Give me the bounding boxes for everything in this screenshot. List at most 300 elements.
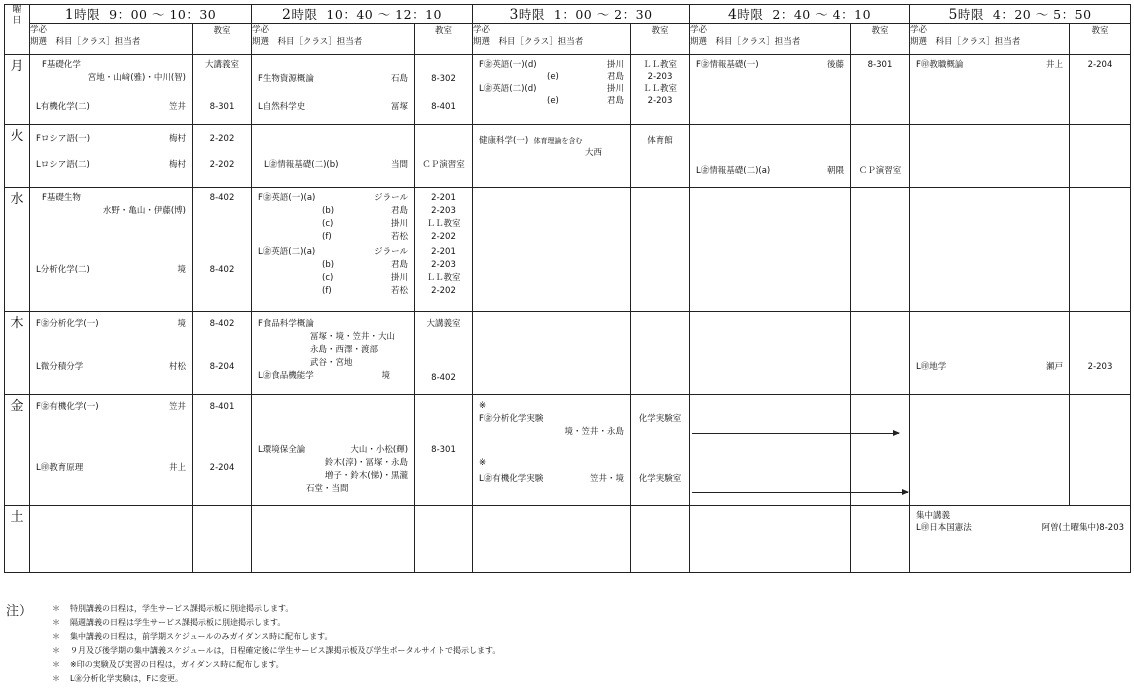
note-bullet: ＊ bbox=[52, 632, 60, 641]
row-tuesday bbox=[5, 125, 1131, 188]
course-line bbox=[258, 357, 408, 369]
mon-p2-room bbox=[415, 55, 473, 125]
period-num: 4 bbox=[727, 7, 738, 23]
room: 8-402 bbox=[209, 319, 235, 329]
course-line bbox=[479, 413, 624, 425]
teacher: 笠井・境 bbox=[590, 474, 625, 484]
course-name: L㊎英語(二)(d) bbox=[479, 84, 537, 94]
mon-p1-room bbox=[193, 55, 252, 125]
course-line bbox=[36, 205, 186, 217]
course-line bbox=[258, 192, 408, 204]
course-name: L㊎情報基礎(二)(b) bbox=[264, 160, 339, 170]
sat-p4-room bbox=[851, 506, 910, 573]
course-line bbox=[258, 444, 408, 456]
course-note: 体育理論を含む bbox=[533, 137, 583, 145]
period-4-header bbox=[690, 5, 910, 24]
room: 8-301 bbox=[867, 60, 893, 70]
room: 2-203 bbox=[647, 72, 673, 82]
room: 2-201 bbox=[431, 247, 456, 257]
period-5-header bbox=[910, 5, 1131, 24]
course-line bbox=[36, 462, 186, 474]
subheader-line2: 期選 科目［クラス］担当者 bbox=[910, 37, 1021, 47]
course-line bbox=[916, 59, 1063, 71]
course-line bbox=[258, 205, 408, 217]
subheader-room: 教室 bbox=[851, 24, 910, 55]
tue-p1-cell bbox=[30, 125, 193, 188]
teacher: 境・笠井・永島 bbox=[564, 427, 625, 437]
course-line bbox=[258, 457, 408, 469]
course-name: F基礎生物 bbox=[42, 193, 81, 203]
teacher: 君島 bbox=[607, 72, 625, 82]
mon-p3-cell bbox=[473, 55, 631, 125]
class-label: (e) bbox=[547, 96, 559, 106]
thu-p4-cell bbox=[690, 312, 851, 395]
course-line bbox=[479, 473, 624, 485]
course-line bbox=[479, 457, 624, 469]
wed-p3-cell bbox=[473, 188, 631, 312]
course-name: F㊎英語(一)(d) bbox=[479, 60, 537, 70]
teacher: 笠井 bbox=[168, 402, 186, 412]
fri-p5-cell bbox=[910, 395, 1070, 506]
course-line bbox=[258, 231, 408, 243]
wed-p5-cell bbox=[910, 188, 1070, 312]
room: 大講義室 bbox=[205, 60, 240, 70]
course-line bbox=[258, 483, 408, 495]
class-label: (f) bbox=[322, 232, 332, 242]
teacher: 掛川 bbox=[391, 219, 409, 229]
course-line bbox=[696, 165, 844, 177]
sat-p1-cell bbox=[30, 506, 193, 573]
room: 2-203 bbox=[431, 206, 456, 216]
teacher: ジラール bbox=[374, 247, 409, 257]
teacher: 境 bbox=[177, 265, 186, 275]
period-label: 時限 bbox=[957, 7, 984, 22]
room: 2-202 bbox=[209, 134, 235, 144]
class-label: (e) bbox=[547, 72, 559, 82]
class-label: (c) bbox=[322, 219, 334, 229]
teacher: 境 bbox=[177, 319, 186, 329]
note-bullet: ＊ bbox=[52, 674, 60, 683]
teacher: 増子・鈴木(悌)・黒瀧 bbox=[324, 471, 409, 481]
mon-p2-cell bbox=[252, 55, 415, 125]
mon-p4-cell bbox=[690, 55, 851, 125]
teacher: 若松 bbox=[391, 286, 409, 296]
mon-p5-cell bbox=[910, 55, 1070, 125]
day-friday: 金 bbox=[5, 395, 30, 506]
period-3-header bbox=[473, 5, 690, 24]
room: ＬＬ教室 bbox=[426, 219, 461, 229]
row-monday bbox=[5, 55, 1131, 125]
thu-p5-room bbox=[1070, 312, 1131, 395]
period-label: 時限 bbox=[291, 7, 318, 22]
room: 2-203 bbox=[1087, 362, 1113, 372]
wed-p4-cell bbox=[690, 188, 851, 312]
course-name: L有機化学(二) bbox=[36, 102, 90, 112]
course-line bbox=[36, 361, 186, 373]
teacher: 武谷・宮地 bbox=[310, 358, 353, 368]
room: 8-402 bbox=[209, 265, 235, 275]
thu-p2-room bbox=[415, 312, 473, 395]
teacher: 若松 bbox=[391, 232, 409, 242]
tue-p2-room bbox=[415, 125, 473, 188]
sat-p5-cell bbox=[910, 506, 1131, 573]
room: 8-401 bbox=[209, 402, 235, 412]
course-name bbox=[479, 135, 583, 147]
sat-p4-cell bbox=[690, 506, 851, 573]
mon-p3-room bbox=[631, 55, 690, 125]
teacher: 梅村 bbox=[168, 134, 186, 144]
course-line bbox=[258, 344, 408, 356]
course-line bbox=[479, 83, 624, 95]
course-line bbox=[479, 426, 624, 438]
tue-p3-cell bbox=[473, 125, 631, 188]
course-line bbox=[36, 72, 186, 84]
period-label: 時限 bbox=[737, 7, 764, 22]
course-name: 集中講義 bbox=[916, 511, 951, 521]
note-text: 集中講義の日程は，前学期スケジュールのみガイダンス時に配布します。 bbox=[70, 632, 333, 641]
tue-p4-room bbox=[851, 125, 910, 188]
subheader-line2: 期選 科目［クラス］担当者 bbox=[690, 37, 801, 47]
course-name: L分析化学(二) bbox=[36, 265, 90, 275]
period-2-header bbox=[252, 5, 473, 24]
room: 8-401 bbox=[431, 102, 456, 112]
note-text: 特別講義の日程は，学生サービス課掲示板に別途掲示します。 bbox=[70, 604, 294, 613]
teacher: 笠井 bbox=[168, 102, 186, 112]
course-name: L環境保全論 bbox=[258, 445, 306, 455]
teacher: 大西 bbox=[585, 148, 603, 158]
teacher: 村松 bbox=[168, 362, 186, 372]
fri-p4-room bbox=[851, 395, 910, 506]
class-label: (c) bbox=[322, 273, 334, 283]
right-arrow-icon bbox=[692, 433, 899, 434]
course-line bbox=[479, 147, 624, 159]
fri-p2-cell bbox=[252, 395, 415, 506]
subheader-line2: 期選 科目［クラス］担当者 bbox=[473, 37, 584, 47]
course-line bbox=[258, 246, 408, 258]
room: 2-204 bbox=[209, 463, 235, 473]
course-name: L㊞教育原理 bbox=[36, 463, 84, 473]
subheader-line2: 期選 科目［クラス］担当者 bbox=[30, 37, 141, 47]
room: 2-203 bbox=[431, 260, 456, 270]
teacher: 当間 bbox=[391, 160, 409, 170]
course-line bbox=[258, 272, 408, 284]
course-name: Fロシア語(一) bbox=[36, 134, 91, 144]
course-name: F食品科学概論 bbox=[258, 319, 314, 329]
thu-p1-room bbox=[193, 312, 252, 395]
teacher: 梅村 bbox=[168, 160, 186, 170]
subheader-line1: 学必 bbox=[473, 25, 491, 35]
room: 2-203 bbox=[647, 96, 673, 106]
period-1-header bbox=[30, 5, 252, 24]
course-name: F㊎英語(一)(a) bbox=[258, 193, 316, 203]
teacher: 大山・小松(輝) bbox=[350, 445, 409, 455]
period-num: 5 bbox=[948, 7, 958, 23]
note-text: ※印の実験及び実習の日程は，ガイダンス時に配布します。 bbox=[70, 660, 284, 669]
thu-p2-cell bbox=[252, 312, 415, 395]
period-label: 時限 bbox=[74, 7, 101, 22]
room: 化学実験室 bbox=[638, 474, 682, 484]
course-name: F生物資源概論 bbox=[258, 74, 314, 84]
period-time: 9：00 ～ 10：30 bbox=[109, 7, 217, 22]
teacher: 瀬戸 bbox=[1046, 362, 1064, 372]
teacher: 井上 bbox=[168, 463, 186, 473]
fri-p3-room bbox=[631, 395, 690, 506]
course-line bbox=[258, 370, 408, 382]
room: 8-402 bbox=[431, 373, 456, 383]
note-text: ９月及び後学期の集中講義スケジュールは，日程確定後に学生サービス課掲示板及び学生ポータルサイトで掲示します。 bbox=[70, 646, 501, 655]
wed-p1-room bbox=[193, 188, 252, 312]
course-line bbox=[258, 159, 408, 171]
teacher: 掛川 bbox=[607, 84, 625, 94]
course-line bbox=[258, 331, 408, 343]
course-line bbox=[258, 218, 408, 230]
teacher: 鈴木(淳)・冨塚・永島 bbox=[324, 458, 409, 468]
notes-label: 注） bbox=[6, 604, 33, 619]
class-label: (b) bbox=[322, 206, 335, 216]
subheader-subject bbox=[252, 24, 415, 55]
course-line bbox=[479, 135, 624, 147]
corner-line1: 曜 bbox=[12, 5, 22, 15]
course-line bbox=[916, 522, 1124, 534]
subheader-line1: 学必 bbox=[690, 25, 708, 35]
course-line bbox=[479, 400, 624, 412]
fri-p3-cell bbox=[473, 395, 631, 506]
teacher: 永島・西澤・渡部 bbox=[310, 345, 379, 355]
course-title: 健康科学(一) bbox=[479, 136, 529, 146]
tue-p5-cell bbox=[910, 125, 1070, 188]
day-tuesday: 火 bbox=[5, 125, 30, 188]
mon-p4-room bbox=[851, 55, 910, 125]
fri-p1-cell bbox=[30, 395, 193, 506]
sub-header-row bbox=[5, 24, 1131, 55]
period-time: 2：40 ～ 4：10 bbox=[772, 7, 872, 22]
course-name: F㊎分析化学(一) bbox=[36, 319, 99, 329]
room: 8-301 bbox=[209, 102, 235, 112]
course-line bbox=[258, 285, 408, 297]
course-line bbox=[36, 101, 186, 113]
subheader-line1: 学必 bbox=[910, 25, 928, 35]
period-header-row bbox=[5, 5, 1131, 24]
period-num: 2 bbox=[282, 7, 292, 23]
wed-p4-room bbox=[851, 188, 910, 312]
teacher: 宮地・山﨑(雅)・中川(智) bbox=[87, 73, 186, 83]
tue-p5-room bbox=[1070, 125, 1131, 188]
subheader-subject bbox=[910, 24, 1070, 55]
course-line bbox=[916, 510, 1124, 522]
course-name: F㊞教職概論 bbox=[916, 60, 964, 70]
thu-p1-cell bbox=[30, 312, 193, 395]
teacher: 朝隈 bbox=[827, 166, 845, 176]
fri-p5-room bbox=[1070, 395, 1131, 506]
note-item bbox=[52, 658, 284, 672]
thu-p5-cell bbox=[910, 312, 1070, 395]
room: ＬＬ教室 bbox=[643, 84, 678, 94]
course-line bbox=[479, 71, 624, 83]
right-arrow-icon bbox=[692, 492, 908, 493]
teacher: 君島 bbox=[391, 260, 409, 270]
mon-p5-room bbox=[1070, 55, 1131, 125]
course-name: L㊎情報基礎(二)(a) bbox=[696, 166, 771, 176]
teacher: 石堂・当間 bbox=[306, 484, 349, 494]
room: 化学実験室 bbox=[638, 414, 682, 424]
subheader-room: 教室 bbox=[631, 24, 690, 55]
teacher: 境 bbox=[381, 371, 391, 381]
teacher: 君島 bbox=[607, 96, 625, 106]
day-thursday: 木 bbox=[5, 312, 30, 395]
course-line bbox=[36, 133, 186, 145]
thu-p4-room bbox=[851, 312, 910, 395]
room: ＣＰ演習室 bbox=[858, 166, 902, 176]
course-line bbox=[258, 318, 408, 330]
day-monday: 月 bbox=[5, 55, 30, 125]
asterisk-mark: ※ bbox=[479, 458, 487, 468]
wed-p3-room bbox=[631, 188, 690, 312]
room: 2-202 bbox=[431, 232, 456, 242]
corner-cell bbox=[5, 5, 30, 55]
room: 2-201 bbox=[431, 193, 456, 203]
course-line bbox=[479, 59, 624, 71]
tue-p1-room bbox=[193, 125, 252, 188]
sat-p2-cell bbox=[252, 506, 415, 573]
day-wednesday: 水 bbox=[5, 188, 30, 312]
thu-p3-cell bbox=[473, 312, 631, 395]
subheader-line2: 期選 科目［クラス］担当者 bbox=[252, 37, 363, 47]
course-line bbox=[36, 192, 186, 204]
period-num: 1 bbox=[64, 7, 75, 23]
fri-p1-room bbox=[193, 395, 252, 506]
course-line bbox=[36, 264, 186, 276]
tue-p4-cell bbox=[690, 125, 851, 188]
room: 2-204 bbox=[1087, 60, 1113, 70]
fri-p2-room bbox=[415, 395, 473, 506]
period-time: 1：00 ～ 2：30 bbox=[553, 7, 653, 22]
teacher: ジラール bbox=[374, 193, 409, 203]
teacher: 掛川 bbox=[391, 273, 409, 283]
subheader-line1: 学必 bbox=[252, 25, 270, 35]
note-item bbox=[52, 672, 183, 686]
room: ＬＬ教室 bbox=[426, 273, 461, 283]
sat-p3-cell bbox=[473, 506, 631, 573]
teacher: 井上 bbox=[1046, 60, 1064, 70]
subheader-line1: 学必 bbox=[30, 25, 48, 35]
course-line bbox=[258, 259, 408, 271]
teacher: 後藤 bbox=[827, 60, 845, 70]
teacher: 石島 bbox=[391, 74, 409, 84]
row-saturday bbox=[5, 506, 1131, 573]
course-line bbox=[258, 73, 408, 85]
teacher: 水野・亀山・伊藤(博) bbox=[102, 206, 186, 216]
teacher: 君島 bbox=[391, 206, 409, 216]
sat-p1-room bbox=[193, 506, 252, 573]
teacher: 冨塚 bbox=[391, 102, 409, 112]
fri-p4-cell bbox=[690, 395, 851, 506]
thu-p3-room bbox=[631, 312, 690, 395]
timetable bbox=[4, 4, 1131, 573]
room: 8-301 bbox=[431, 445, 456, 455]
subheader-room: 教室 bbox=[193, 24, 252, 55]
room: 大講義室 bbox=[426, 319, 461, 329]
period-label: 時限 bbox=[518, 7, 545, 22]
subheader-room: 教室 bbox=[415, 24, 473, 55]
note-item bbox=[52, 644, 500, 658]
tue-p2-cell bbox=[252, 125, 415, 188]
period-time: 10：40 ～ 12：10 bbox=[326, 7, 442, 22]
class-label: (f) bbox=[322, 286, 332, 296]
course-name: Lロシア語(二) bbox=[36, 160, 90, 170]
subheader-subject bbox=[473, 24, 631, 55]
course-name: F基礎化学 bbox=[42, 60, 81, 70]
class-label: (b) bbox=[322, 260, 335, 270]
course-line bbox=[36, 401, 186, 413]
course-name: L自然科学史 bbox=[258, 102, 306, 112]
course-name: F㊎情報基礎(一) bbox=[696, 60, 759, 70]
room: ＣＰ演習室 bbox=[422, 160, 465, 170]
course-name: F㊎分析化学実験 bbox=[479, 414, 544, 424]
note-bullet: ＊ bbox=[52, 604, 60, 613]
course-line bbox=[696, 59, 844, 71]
note-bullet: ＊ bbox=[52, 646, 60, 655]
room: 2-202 bbox=[431, 286, 456, 296]
teacher: 冨塚・境・笠井・大山 bbox=[310, 332, 396, 342]
course-name: L微分積分学 bbox=[36, 362, 84, 372]
teacher: 掛川 bbox=[607, 60, 625, 70]
period-num: 3 bbox=[509, 7, 519, 23]
row-friday bbox=[5, 395, 1131, 506]
wed-p2-room bbox=[415, 188, 473, 312]
room: 8-204 bbox=[209, 362, 235, 372]
note-text: L㊎分析化学実験は，Fに変更。 bbox=[70, 674, 184, 683]
course-name: L㊞日本国憲法 bbox=[916, 523, 972, 533]
room: 2-202 bbox=[209, 160, 235, 170]
note-text: 隔週講義の日程は学生サービス課掲示板に別途掲示します。 bbox=[70, 618, 286, 627]
note-item bbox=[52, 616, 285, 630]
subheader-subject bbox=[30, 24, 193, 55]
room: ＬＬ教室 bbox=[643, 60, 678, 70]
note-bullet: ＊ bbox=[52, 660, 60, 669]
mon-p1-cell bbox=[30, 55, 193, 125]
course-line bbox=[258, 470, 408, 482]
room: 8-302 bbox=[431, 74, 456, 84]
course-name: L㊎英語(二)(a) bbox=[258, 247, 316, 257]
subheader-room: 教室 bbox=[1070, 24, 1131, 55]
course-name: F㊎有機化学(一) bbox=[36, 402, 99, 412]
course-line bbox=[479, 95, 624, 107]
sat-p2-room bbox=[415, 506, 473, 573]
row-wednesday bbox=[5, 188, 1131, 312]
course-line bbox=[258, 101, 408, 113]
tue-p3-room bbox=[631, 125, 690, 188]
asterisk-mark: ※ bbox=[479, 401, 487, 411]
course-name: L㊞地学 bbox=[916, 362, 947, 372]
period-time: 4：20 ～ 5：50 bbox=[992, 7, 1092, 22]
subheader-subject bbox=[690, 24, 851, 55]
wed-p2-cell bbox=[252, 188, 415, 312]
room: 体育館 bbox=[647, 136, 673, 146]
course-line bbox=[36, 59, 186, 71]
course-line bbox=[916, 361, 1063, 373]
note-item bbox=[52, 630, 332, 644]
row-thursday bbox=[5, 312, 1131, 395]
corner-line2: 日 bbox=[12, 16, 22, 26]
note-item bbox=[52, 602, 293, 616]
course-line bbox=[36, 318, 186, 330]
wed-p1-cell bbox=[30, 188, 193, 312]
sat-p3-room bbox=[631, 506, 690, 573]
teacher: 阿曽(土曜集中)8-203 bbox=[1041, 523, 1125, 533]
room: 8-402 bbox=[209, 193, 235, 203]
note-bullet: ＊ bbox=[52, 618, 60, 627]
day-saturday: 土 bbox=[5, 506, 30, 573]
